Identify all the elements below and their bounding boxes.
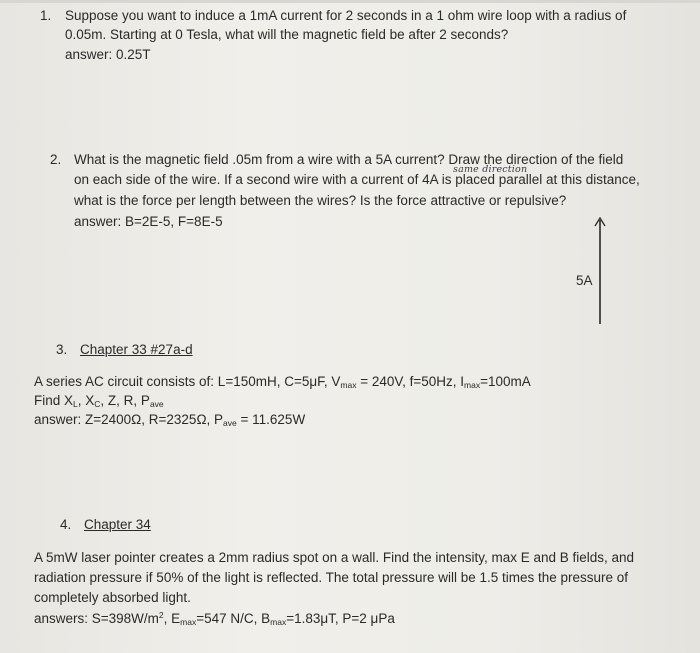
question-4-answer [34, 610, 395, 627]
question-2-answer: answer: B=2E-5, F=8E-5 [74, 214, 223, 229]
pave-subscript: ave [149, 399, 164, 409]
circuit-text-a: A series AC circuit consists of: L=150mH, C=5μF, V [34, 374, 341, 389]
find-text-b: , X [77, 393, 95, 408]
page-top-edge [0, 0, 700, 3]
question-4-title: Chapter 34 [84, 517, 151, 532]
question-4-line-1: A 5mW laser pointer creates a 2mm radius spot on a wall. Find the intensity, max E and B fields, and [34, 550, 635, 565]
vmax-subscript: max [340, 380, 357, 390]
question-3-circuit-description [34, 374, 531, 390]
question-3-answer [34, 412, 305, 428]
imax-subscript: max [464, 380, 481, 390]
find-text-a: Find X [34, 393, 74, 408]
handwritten-note-same-direction: same direction [453, 164, 528, 175]
circuit-text-c: =100mA [480, 374, 531, 389]
question-1-line-1: Suppose you want to induce a 1mA current for 2 seconds in a 1 ohm wire loop with a radius of [65, 8, 627, 23]
squared-superscript: 2 [158, 610, 164, 620]
xc-subscript: C [94, 399, 101, 409]
question-2-number: 2. [50, 152, 62, 167]
answer4-text-c: =547 N/C, B [196, 611, 271, 626]
question-4-line-2: radiation pressure if 50% of the light is reflected. The total pressure will be 1.5 times the pressure of [34, 570, 629, 585]
answer-pave-subscript: ave [223, 418, 237, 428]
find-text-c: , Z, R, P [100, 393, 150, 408]
wire-current-label: 5A [576, 273, 593, 288]
question-2-line-3: what is the force per length between the wires? Is the force attractive or repulsive? [74, 193, 567, 208]
question-4-number: 4. [60, 517, 72, 532]
answer4-text-d: =1.83μT, P=2 μPa [286, 611, 395, 626]
answer4-text-b: , E [163, 611, 181, 626]
question-3-find [34, 393, 164, 409]
bmax-subscript: max [270, 617, 287, 627]
circuit-text-b: = 240V, f=50Hz, I [356, 374, 465, 389]
answer-text-b: = 11.625W [236, 412, 306, 427]
answer4-text-a: answers: S=398W/m [34, 611, 159, 626]
answer-text-a: answer: Z=2400Ω, R=2325Ω, P [34, 412, 224, 427]
question-3-number: 3. [56, 342, 68, 357]
current-wire-arrow [588, 214, 612, 326]
emax-subscript: max [180, 617, 197, 627]
xl-subscript: L [73, 399, 78, 409]
question-1-number: 1. [40, 8, 52, 23]
question-1-line-2: 0.05m. Starting at 0 Tesla, what will the magnetic field be after 2 seconds? [65, 27, 509, 42]
question-3-title: Chapter 33 #27a-d [80, 342, 193, 357]
question-2-line-2: on each side of the wire. If a second wire with a current of 4A is placed parallel at this distance, [74, 172, 640, 187]
question-4-line-3: completely absorbed light. [34, 590, 191, 605]
question-2-line-1: What is the magnetic field .05m from a wire with a 5A current? Draw the direction of the field [74, 152, 624, 167]
question-1-answer: answer: 0.25T [65, 47, 151, 62]
